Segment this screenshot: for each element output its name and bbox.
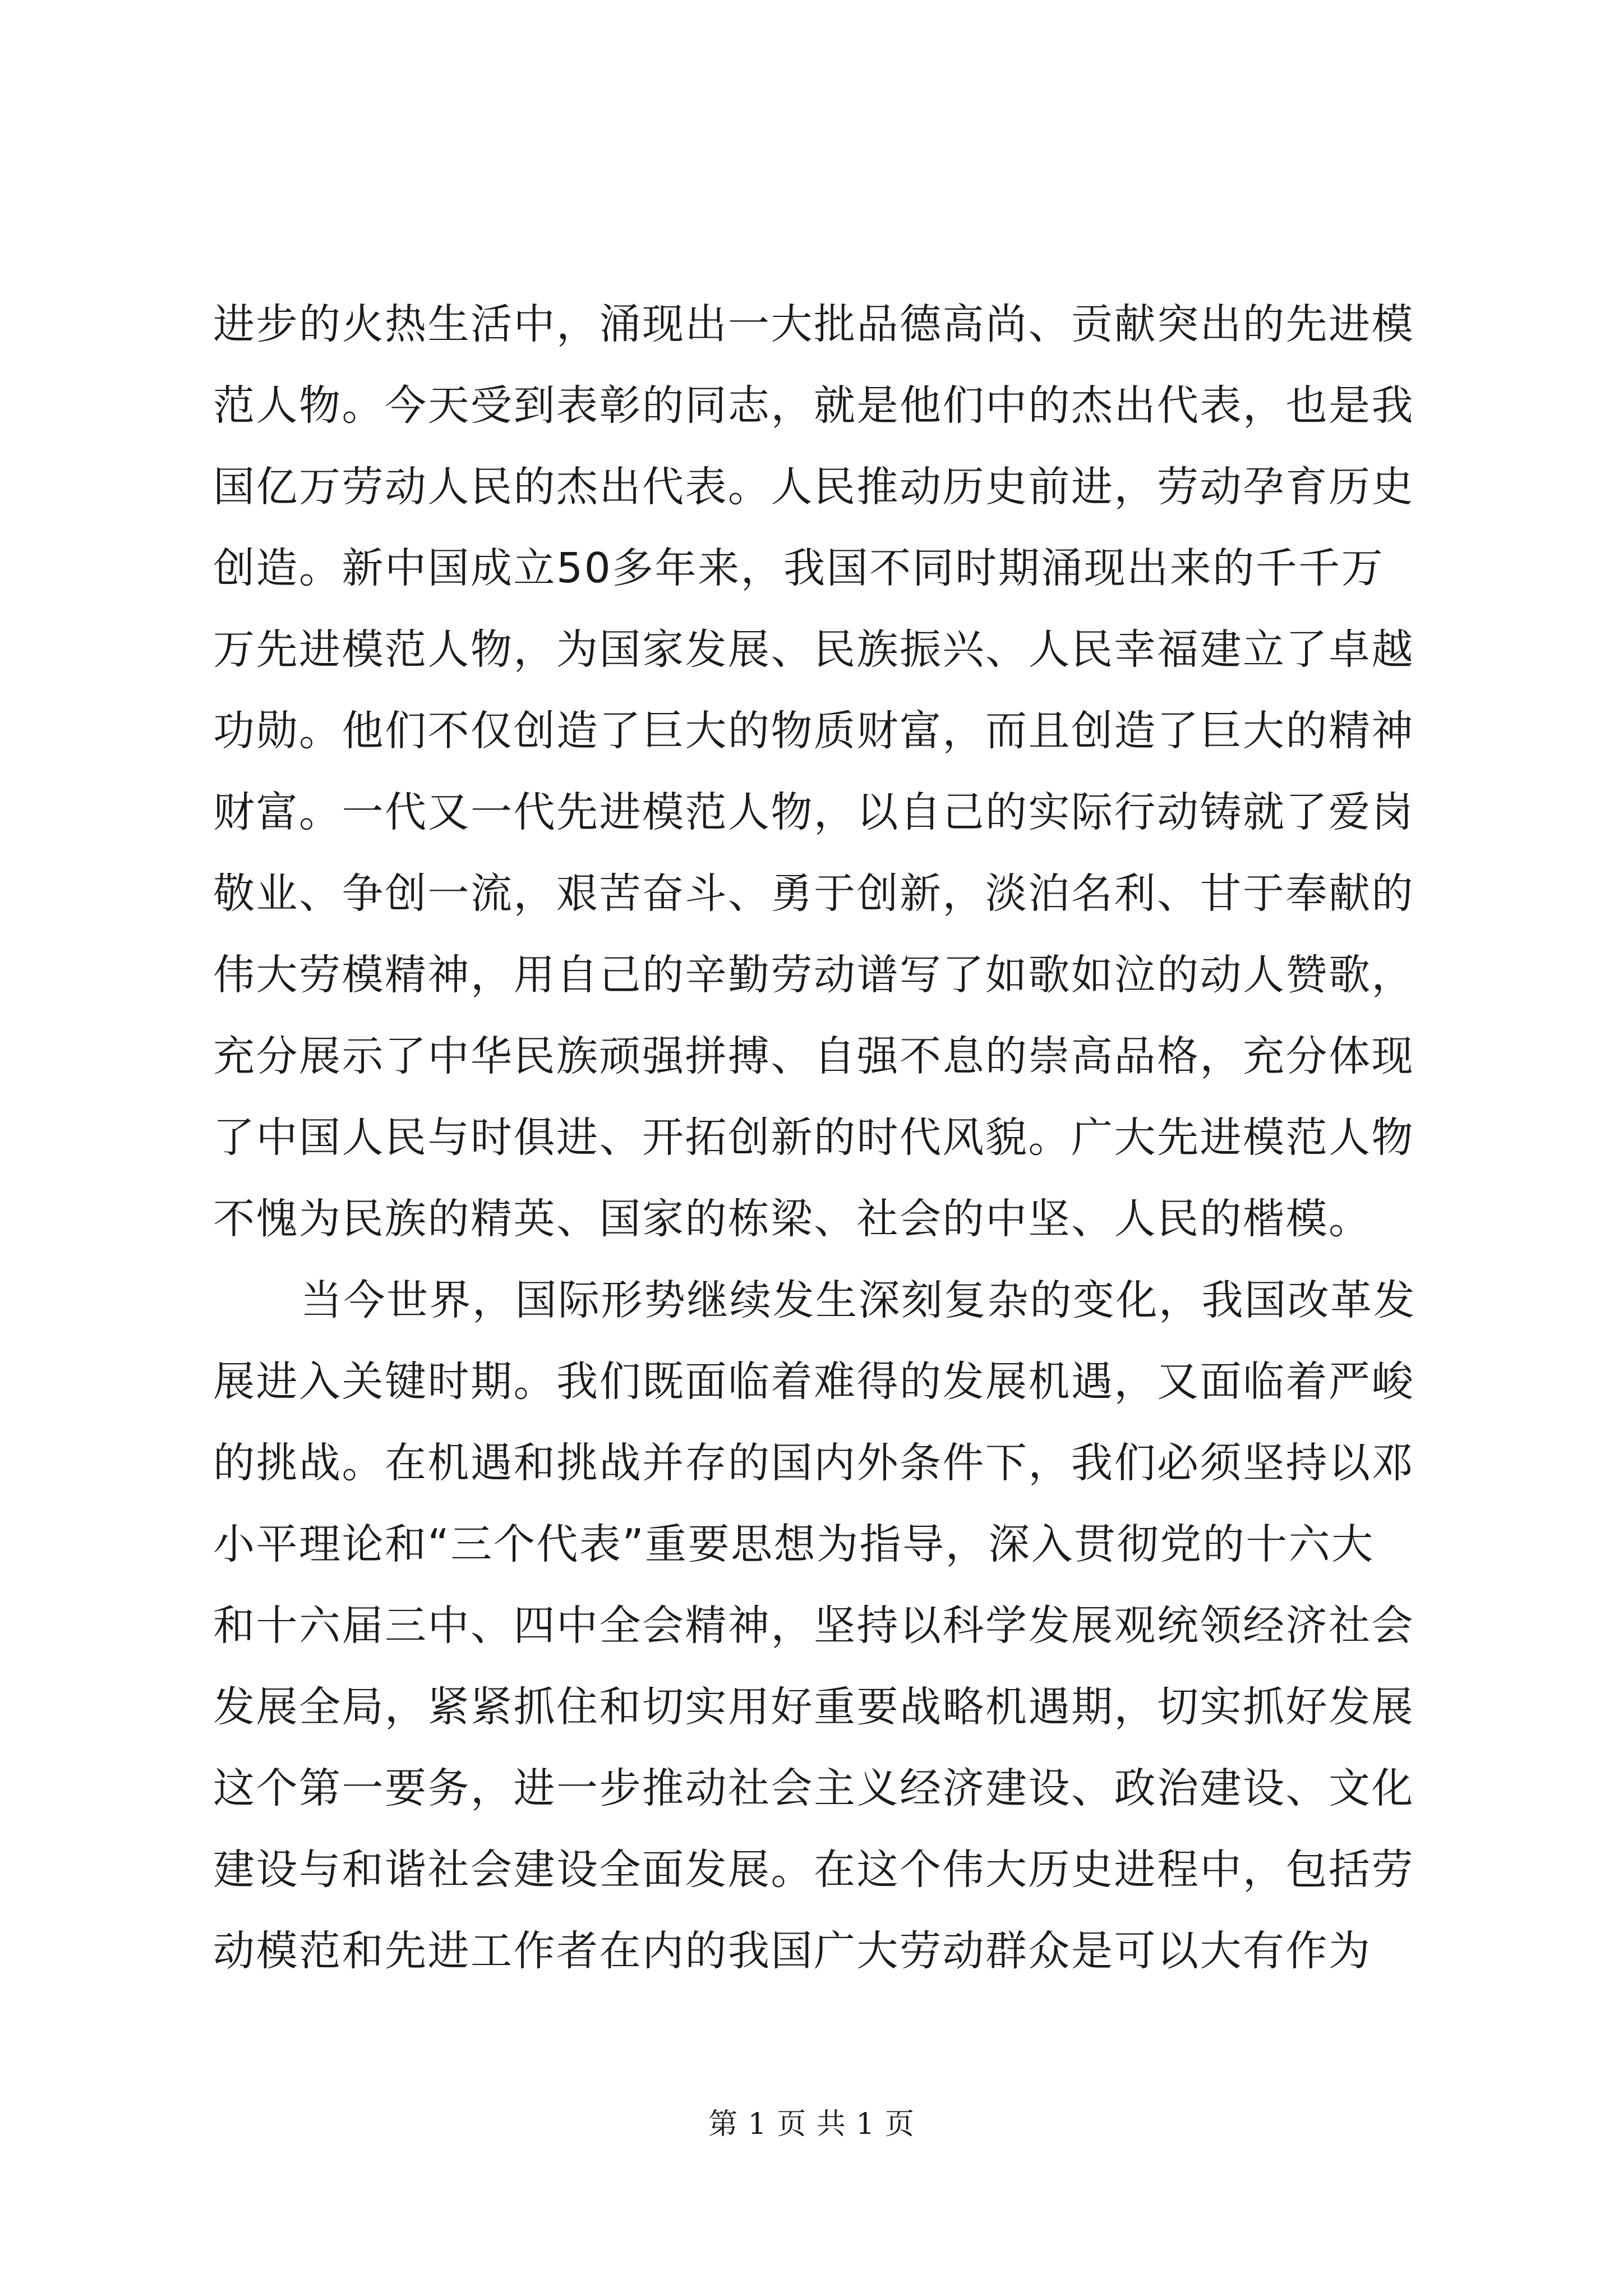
text-line: 这个第一要务，进一步推动社会主义经济建设、政治建设、文化: [213, 1764, 1414, 1812]
text-line: 发展全局，紧紧抓住和切实用好重要战略机遇期，切实抓好发展: [213, 1683, 1414, 1731]
text-line: 展进入关键时期。我们既面临着难得的发展机遇，又面临着严峻: [213, 1358, 1414, 1406]
text-line: 国亿万劳动人民的杰出代表。人民推动历史前进，劳动孕育历史: [213, 463, 1414, 511]
text-line: 了中国人民与时俱进、开拓创新的时代风貌。广大先进模范人物: [213, 1114, 1414, 1162]
document-body: [213, 284, 1436, 1992]
text-line: 和十六届三中、四中全会精神，坚持以科学发展观统领经济社会: [213, 1602, 1414, 1650]
text-line: 范人物。今天受到表彰的同志，就是他们中的杰出代表，也是我: [213, 381, 1414, 430]
text-line: 伟大劳模精神，用自己的辛勤劳动谱写了如歌如泣的动人赞歌，: [213, 951, 1414, 999]
paragraph: [213, 284, 1436, 1260]
text-line: 创造。新中国成立50多年来，我国不同时期涌现出来的千千万: [213, 544, 1385, 592]
text-line: 财富。一代又一代先进模范人物，以自己的实际行动铸就了爱岗: [213, 788, 1414, 836]
text-line: 充分展示了中华民族顽强拼搏、自强不息的崇高品格，充分体现: [213, 1032, 1414, 1080]
text-line: 建设与和谐社会建设全面发展。在这个伟大历史进程中，包括劳: [213, 1846, 1414, 1894]
page-footer: 第 1 页 共 1 页: [708, 2108, 915, 2141]
text-line: 的挑战。在机遇和挑战并存的国内外条件下，我们必须坚持以邓: [213, 1439, 1414, 1487]
text-line: 不愧为民族的精英、国家的栋梁、社会的中坚、人民的楷模。: [213, 1195, 1372, 1243]
text-line: 小平理论和“三个代表”重要思想为指导，深入贯彻党的十六大: [213, 1520, 1375, 1568]
paragraph: [213, 1260, 1436, 1992]
text-line: 当今世界，国际形势继续发生深刻复杂的变化，我国改革发: [301, 1276, 1416, 1324]
text-line: 敬业、争创一流，艰苦奋斗、勇于创新，淡泊名利、甘于奉献的: [213, 869, 1414, 918]
text-line: 功勋。他们不仅创造了巨大的物质财富，而且创造了巨大的精神: [213, 707, 1414, 755]
text-line: 动模范和先进工作者在内的我国广大劳动群众是可以大有作为: [213, 1927, 1372, 1975]
text-line: 万先进模范人物，为国家发展、民族振兴、人民幸福建立了卓越: [213, 625, 1414, 674]
text-line: 进步的火热生活中，涌现出一大批品德高尚、贡献突出的先进模: [213, 300, 1414, 348]
